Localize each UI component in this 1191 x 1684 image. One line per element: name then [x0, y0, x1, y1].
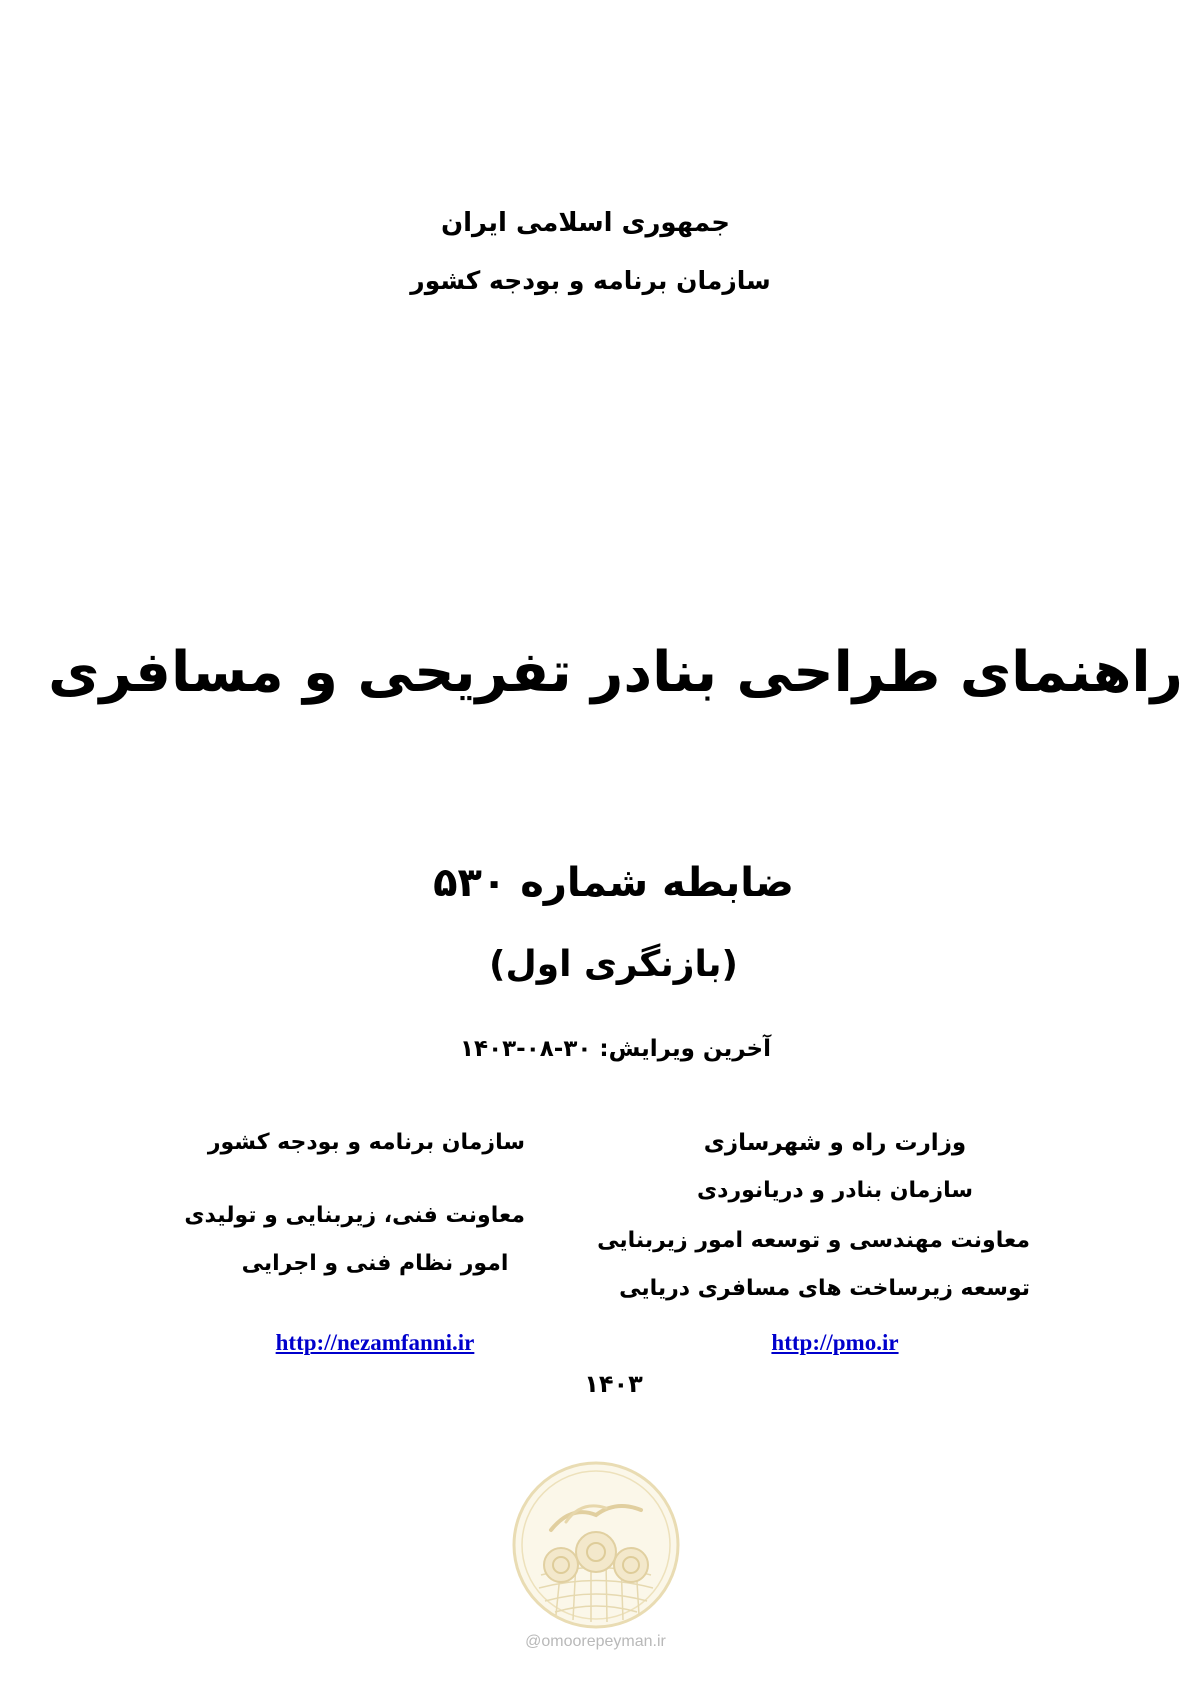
left-department: امور نظام فنی و اجرایی [241, 1251, 509, 1276]
omoore-peyman-logo [511, 1460, 681, 1630]
header-organization: سازمان برنامه و بودجه کشور [410, 266, 771, 295]
nezamfanni-link[interactable]: http://nezamfanni.ir [275, 1330, 475, 1355]
publication-year: ۱۴۰۳ [584, 1370, 643, 1398]
pmo-link[interactable]: http://pmo.ir [771, 1330, 899, 1355]
left-organization: سازمان برنامه و بودجه کشور [207, 1130, 525, 1155]
left-deputy: معاونت فنی، زیربنایی و تولیدی [184, 1203, 525, 1228]
right-block [597, 1130, 1030, 1370]
left-block [184, 1130, 525, 1370]
watermark-caption: @omoorepeyman.ir [525, 1633, 666, 1650]
right-deputy: معاونت مهندسی و توسعه امور زیربنایی [597, 1228, 1030, 1253]
revision-label: (بازنگری اول) [489, 944, 738, 985]
right-department: توسعه زیرساخت های مسافری دریایی [619, 1276, 1030, 1301]
last-edit-date: آخرین ویرایش: ۳۰-۰۸-۱۴۰۳ [460, 1036, 771, 1062]
header-country: جمهوری اسلامی ایران [440, 208, 731, 238]
right-ministry: وزارت راه و شهرسازی [703, 1130, 967, 1156]
right-organization: سازمان بنادر و دریانوردی [697, 1178, 973, 1203]
document-title: راهنمای طراحی بنادر تفریحی و مسافری [48, 640, 1183, 705]
standard-number: ضابطه شماره ۵۳۰ [433, 860, 794, 906]
